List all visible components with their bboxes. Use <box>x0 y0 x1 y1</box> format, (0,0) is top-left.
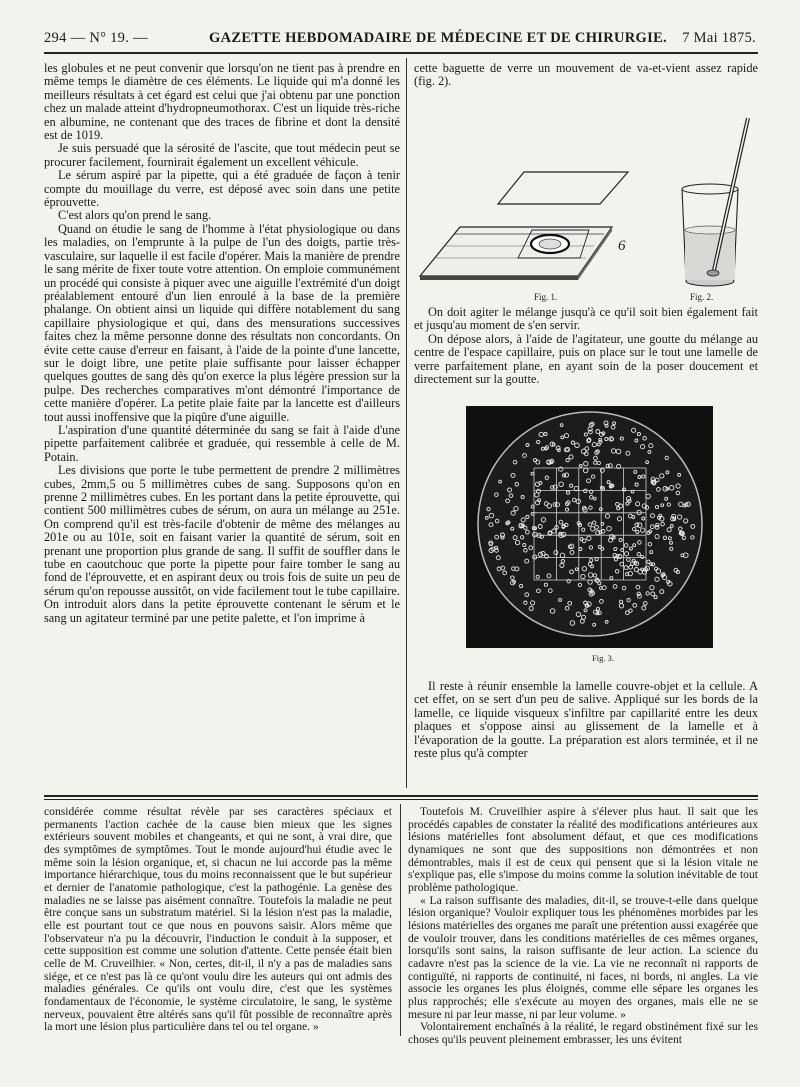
paragraph: « La raison suffisante des maladies, dit-il, se trouve-t-elle dans quelque lésion organique? Vouloir expliquer tous les phénomènes morbides par les lésions matérielles des organes me paraît une prétention aussi exagérée que de vouloir trouver, dans les conditions matérielles de ces mêmes organes, lorsqu'ils sont sains, la raison suffisante de leur action. La science du cadavre n'est pas la science de la vie. La vie ne reconnaît ni rapports de contiguïté, ni rapports de continuité, ni faces, ni bords, ni angles. La vie associe les organes les plus éloignés, comme elle sépare les organes les plus rapprochés; elle s'exécute au moyen des organes, mais elle ne se mesure ni par leur masse, ni par leur volume. » <box>408 893 758 1021</box>
article-column-left <box>44 62 400 625</box>
figure-3-blood-cell-count <box>466 406 713 648</box>
journal-title: GAZETTE HEBDOMADAIRE DE MÉDECINE ET DE CHIRURGIE. <box>209 30 667 46</box>
article-column-right-bottom <box>414 680 758 760</box>
paragraph: On dépose alors, à l'aide de l'agitateur, une goutte du mélange au centre de l'espace capillaire, puis on place sur le tout une lamelle de verre parfaitement plane, en ayant soin de la poser doucement et directement sur la goutte. <box>414 331 758 387</box>
paragraph: Volontairement enchaînés à la réalité, le regard obstinément fixé sur les choses qu'ils peuvent pleinement embrasser, les uns évitent <box>408 1020 758 1046</box>
page-header <box>44 30 756 50</box>
article-column-right-top <box>414 62 758 89</box>
paragraph: Quand on étudie le sang de l'homme à l'état physiologique ou dans les maladies, on l'emprunte à la pulpe de l'un des doigts, partie très-vasculaire, sur laquelle il est facile d'opérer. Mais la manière de prendre le sang mérite de fixer toute votre attention. On emploie communément un procédé qui consiste à piquer avec une aiguille l'extrémité d'un doigt préalablement entouré d'un lien enroulé à la base de la première phalange. On obtient ainsi un liquide qui diffère notablement du sang capillaire physiologique et qui, dans des mensurations successives faites chez la même personne donne des résultats non concordants. On évite cette cause d'erreur en faisant, à l'aide de la pointe d'une lancette, sur le doigt libre, une petite plaie suffisante pour laisser échapper quelques gouttes de sang dès qu'on exerce la plus légère pression sur la pulpe. Des recherches comparatives m'ont démontré l'importance de cette manière d'opérer. La petite plaie faite par la lancette est d'ailleurs tout aussi inoffensive que la piqûre d'une aiguille. <box>44 221 400 424</box>
paragraph: On doit agiter le mélange jusqu'à ce qu'il soit bien également fait et jusqu'au moment de s'en servir. <box>414 305 758 333</box>
section-divider <box>44 795 758 800</box>
feuilleton-column-left <box>44 806 392 1034</box>
page-number-issue: 294 — N° 19. — <box>44 30 148 46</box>
paragraph: les globules et ne peut convenir que lorsqu'on ne tient pas à prendre en même temps le diamètre de ces éléments. Le liquide qui m'a donné les meilleurs résultats à cet égard est celui que j'ai obtenu par une ponction chez un malade atteint d'hydropneumothorax. C'est un liquide très-riche en albumine, ne contenant que des traces de fibrine et dont la densité est de 1019. <box>44 61 400 143</box>
figure-mark: 6 <box>618 238 626 254</box>
figure-2-caption: Fig. 2. <box>690 292 714 302</box>
paragraph: L'aspiration d'une quantité déterminée du sang se fait à l'aide d'une pipette parfaitement calibrée et graduée, qui ressemble à celle de M. Potain. <box>44 422 400 464</box>
paragraph: Je suis persuadé que la sérosité de l'ascite, que tout médecin peut se procurer facilement, fournirait également un excellent véhicule. <box>44 141 400 169</box>
figure-3-caption: Fig. 3. <box>592 653 614 663</box>
paragraph: cette baguette de verre un mouvement de va-et-vient assez rapide (fig. 2). <box>414 61 758 89</box>
header-rule <box>44 52 758 54</box>
column-divider-bottom <box>400 804 401 1036</box>
paragraph: C'est alors qu'on prend le sang. <box>58 208 212 223</box>
paragraph: Les divisions que porte le tube permettent de prendre 2 millimètres cubes, 2mm,5 ou 5 millimètres cubes de sang. Supposons qu'on en prenne 2 millimètres cubes. En les portant dans la petite éprouvette, qui contient 500 millimètres cubes de sérum, on aura un mélange au 251e. On comprend qu'il est très-facile d'obtenir de même des mélanges au 201e ou au 101e, soit en faisant varier la quantité de sérum, soit en prenant une proportion plus grande de sang. Il suffit de souffler dans le tube en caoutchouc que porte la pipette pour faire tomber le sang au fond de l'éprouvette, et en aspirant deux ou trois fois de suite un peu de sérum qu'on repousse aussitôt, on vide facilement tout le tube capillaire. On introduit alors dans la petite éprouvette contenant le sérum et le sang un agitateur terminé par une petite palette, et l'on imprime à <box>44 463 400 625</box>
figure-1-caption: Fig. 1. <box>534 292 558 302</box>
paragraph: Toutefois M. Cruveilhier aspire à s'élever plus haut. Il sait que les procédés capables de constater la réalité des modifications antérieures aux lésions matérielles font absolument défaut, et que ces modifications dynamiques ne sont que des suppositions non démontrées et non démontrables, mais il est de ceux qui pensent que si la lésion vitale ne s'explique pas, elle s'impose du moins comme la solution inévitable de tout problème pathologique. <box>408 805 758 894</box>
paragraph: considérée comme résultat révèle par ses caractères spéciaux et permanents l'action cachée de la cause bien mieux que les signes extérieurs souvent mobiles et changeants, et qui ne sont, à vrai dire, que des symptômes de symptômes. Tout le monde aujourd'hui étudie avec le même soin la lésion organique, et, si chacun ne lui accorde pas la même importance hiérarchique, tous du moins reconnaissent que le but supérieur et dernier de l'anatomie pathologique, c'est la pathogénie. La genèse des maladies ne se laisse pas aisément connaître. Toutefois la maladie ne peut être conçue sans un substratum matériel. Si la lésion n'est pas la maladie, elle est pourtant tout ce que nous en pouvons saisir. Alors même que l'observateur n'a pu la découvrir, l'induction le conduit à la supposer, et cette supposition est comme une solution d'attente. Cette pensée était bien celle de M. Cruveilhier. « Non, certes, dit-il, il n'y a pas de maladies sans siége, et ce n'est pas là ce qu'ont voulu dire les auteurs qui ont admis des maladies générales. Ce qu'ils ont voulu dire, c'est que les systèmes fondamentaux de l'économie, le système circulatoire, le sang, le système nerveux, pouvaient être altérés sans qu'il fût possible de reconnaître après la mort une lésion plus particulière dans tel ou tel organe. » <box>44 805 392 1034</box>
paragraph: Il reste à réunir ensemble la lamelle couvre-objet et la cellule. A cet effet, on se sert d'un peu de salive. Appliqué sur les bords de la lamelle, ce liquide visqueux s'infiltre par capillarité entre les deux plaques et s'oppose ainsi au glissement de la lamelle et à l'évaporation de la goutte. La préparation est alors terminée, et il ne reste plus qu'à compter <box>414 679 758 761</box>
figure-1-2-illustration <box>414 100 758 310</box>
column-divider <box>406 58 407 788</box>
article-column-right-middle <box>414 306 758 386</box>
paragraph: Le sérum aspiré par la pipette, qui a été graduée de façon à tenir compte du mouillage du verre, est déposé avec soin dans une petite éprouvette. <box>44 168 400 210</box>
feuilleton-column-right <box>408 806 758 1046</box>
issue-date: 7 Mai 1875. <box>682 30 756 46</box>
